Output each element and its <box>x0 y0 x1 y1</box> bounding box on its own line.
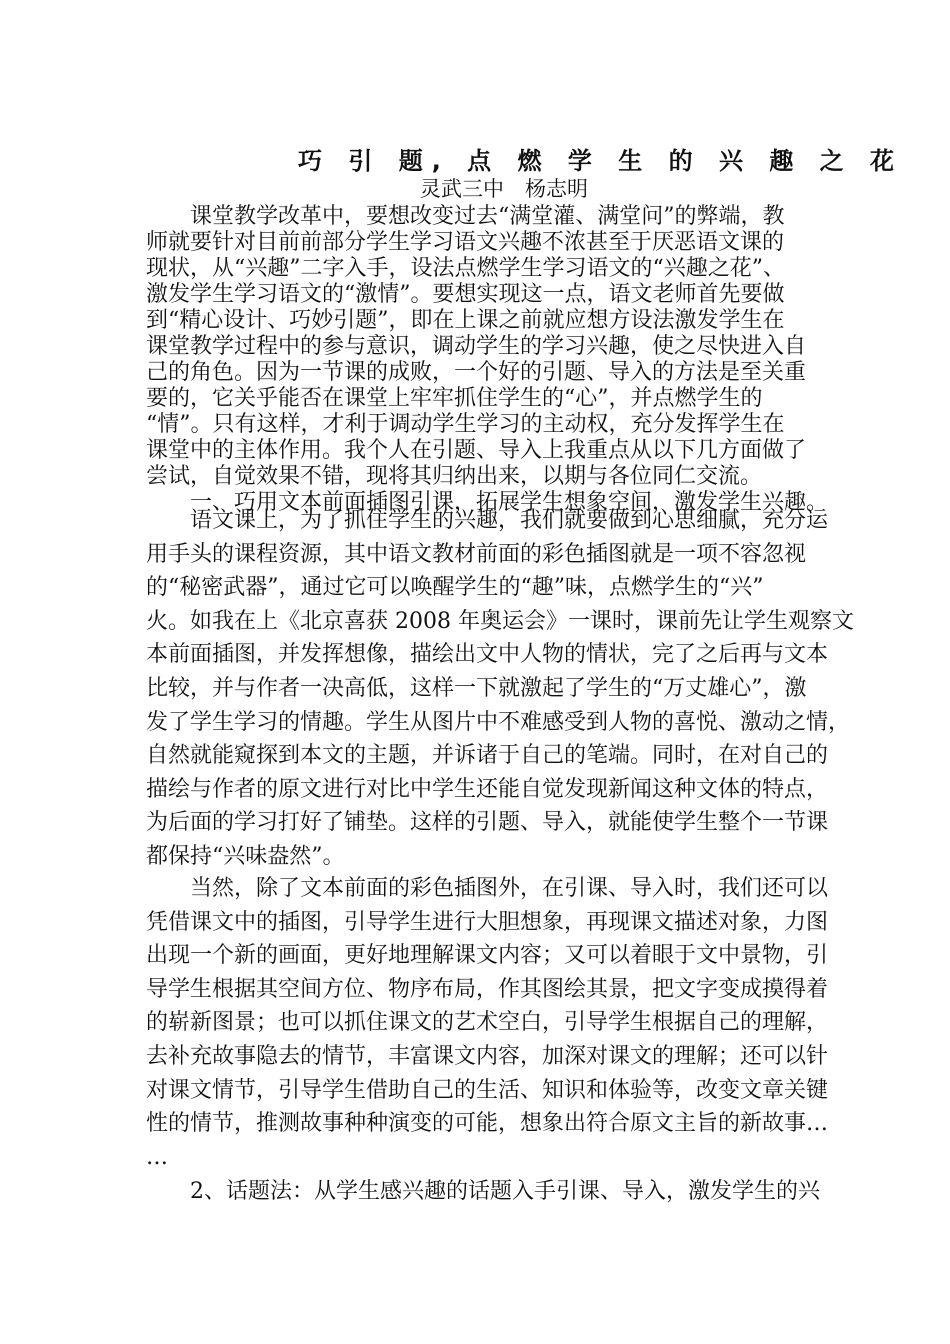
section-heading-1: 一、巧用文本前面插图引课，拓展学生想象空间，激发学生兴趣。 <box>146 490 829 515</box>
paragraph-2 <box>146 872 829 1174</box>
text-line: … <box>146 1144 168 1170</box>
text-line: 的“秘密武器”，通过它可以唤醒学生的“趣”味，点燃学生的“兴” <box>146 575 764 601</box>
section-heading-2: 2、话题法：从学生感兴趣的话题入手引课、导入，激发学生的兴 <box>146 1179 820 1204</box>
text-line: 性的情节，推测故事种种演变的可能，想象出符合原文主旨的新故事… <box>146 1111 829 1137</box>
text-line: 要的，它关乎能否在课堂上牢牢抓住学生的“心”，并点燃学生的 <box>146 386 763 411</box>
paragraph-1 <box>146 504 854 874</box>
text-line: 为后面的学习打好了铺垫。这样的引题、导入，就能使学生整个一节课 <box>146 810 829 836</box>
text-line: 导学生根据其空间方位、物序布局，作其图绘其景，把文字变成摸得着 <box>146 976 829 1002</box>
author-line: 灵武三中 杨志明 <box>420 177 588 201</box>
text-line: 的崭新图景；也可以抓住课文的艺术空白，引导学生根据自己的理解， <box>146 1010 829 1036</box>
text-line: 课堂教学过程中的参与意识，调动学生的学习兴趣，使之尽快进入自 <box>146 334 807 359</box>
text-line: 自然就能窥探到本文的主题，并诉诸于自己的笔端。同时，在对自己的 <box>146 743 829 769</box>
text-line: 课堂中的主体作用。我个人在引题、导入上我重点从以下几方面做了 <box>146 438 807 463</box>
text-line: 师就要针对目前前部分学生学习语文兴趣不浓甚至于厌恶语文课的 <box>146 230 785 255</box>
text-line: 去补充故事隐去的情节，丰富课文内容，加深对课文的理解；还可以针 <box>146 1043 829 1069</box>
text-line: 课堂教学改革中，要想改变过去“满堂灌、满堂问”的弊端，教 <box>146 204 785 229</box>
text-line: “情”。只有这样，才利于调动学生学习的主动权，充分发挥学生在 <box>146 412 785 437</box>
text-line: 用手头的课程资源，其中语文教材前面的彩色插图就是一项不容忽视 <box>146 541 807 567</box>
intro-paragraph <box>146 204 829 516</box>
text-line: 凭借课文中的插图，引导学生进行大胆想象，再现课文描述对象，力图 <box>146 909 829 935</box>
text-line: 语文课上，为了抓住学生的兴趣，我们就要做到心思细腻，充分运 <box>146 508 829 533</box>
text-line: 尝试，自觉效果不错，现将其归纳出来，以期与各位同仁交流。 <box>146 464 763 489</box>
text-line: 比较，并与作者一决高低，这样一下就激起了学生的“万丈雄心”，激 <box>146 675 807 701</box>
text-line: 火。如我在上《北京喜获 2008 年奥运会》一课时，课前先让学生观察文 <box>146 608 854 634</box>
text-line: 对课文情节，引导学生借助自己的生活、知识和体验等，改变文章关键 <box>146 1077 829 1103</box>
text-line: 激发学生学习语文的“激情”。要想实现这一点，语文老师首先要做 <box>146 282 785 307</box>
text-line: 都保持“兴味盎然”。 <box>146 843 345 869</box>
text-line: 当然，除了文本前面的彩色插图外，在引课、导入时，我们还可以 <box>146 876 829 901</box>
text-line: 现状，从“兴趣”二字入手，设法点燃学生学习语文的“兴趣之花”、 <box>146 256 785 281</box>
text-line: 描绘与作者的原文进行对比中学生还能自觉发现新闻这种文体的特点， <box>146 776 829 802</box>
text-line: 出现一个新的画面，更好地理解课文内容；又可以着眼于文中景物，引 <box>146 943 829 969</box>
text-line: 发了学生学习的情趣。学生从图片中不难感受到人物的喜悦、激动之情， <box>146 709 851 735</box>
text-line: 己的角色。因为一节课的成败，一个好的引题、导入的方法是至关重 <box>146 360 807 385</box>
document-title: 巧 引 题, 点 燃 学 生 的 兴 趣 之 花 <box>298 147 904 175</box>
text-line: 到“精心设计、巧妙引题”，即在上课之前就应想方设法激发学生在 <box>146 308 785 333</box>
text-line: 本前面插图，并发挥想像，描绘出文中人物的情状，完了之后再与文本 <box>146 642 829 668</box>
